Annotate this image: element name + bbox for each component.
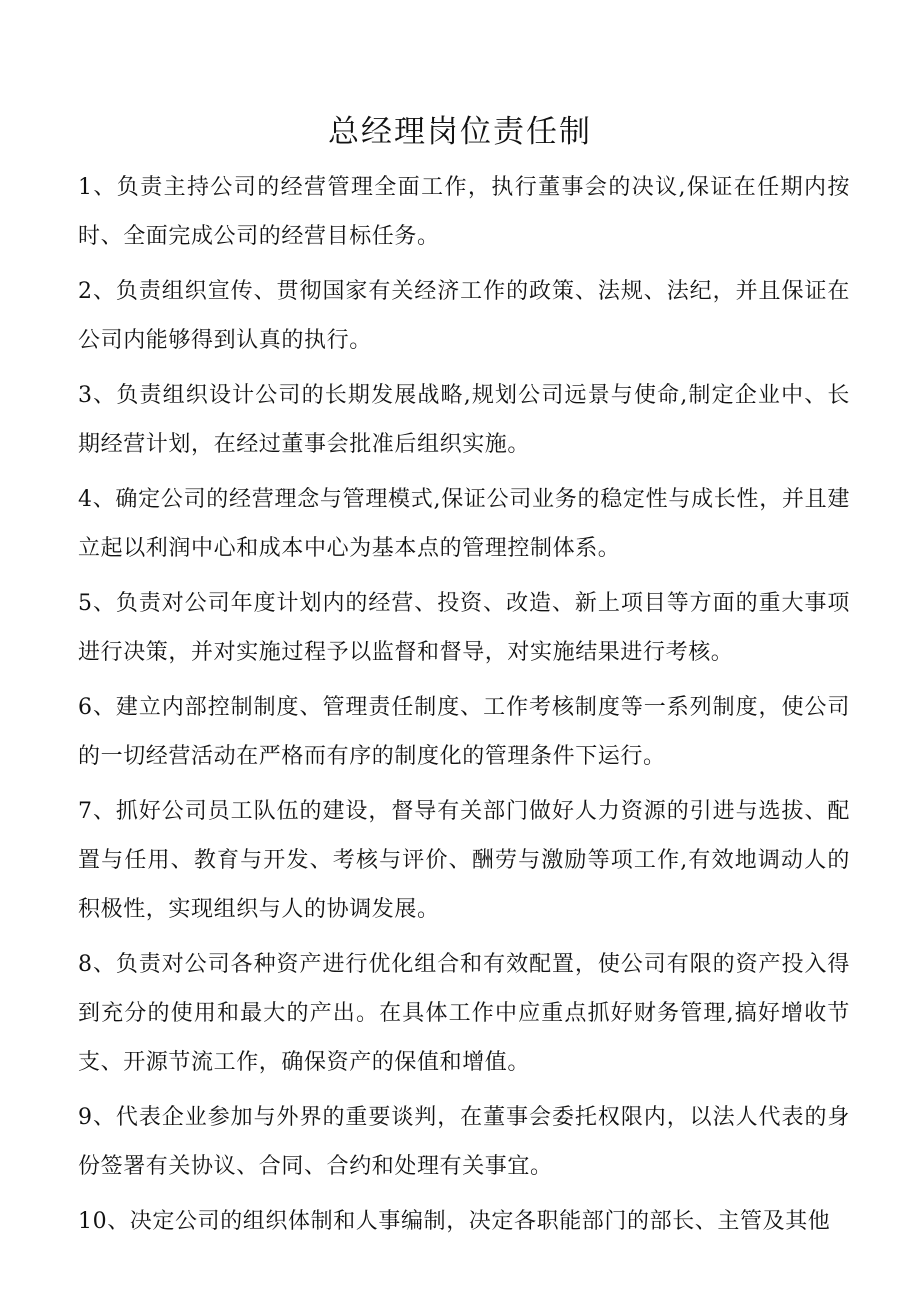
- duty-item-8: 8、负责对公司各种资产进行优化组合和有效配置，使公司有限的资产投入得到充分的使用和最大的产出。在具体工作中应重点抓好财务管理,搞好增收节支、开源节流工作，确保资产的保值和增值。: [78, 952, 850, 1075]
- duty-item-7: 7、抓好公司员工队伍的建设，督导有关部门做好人力资源的引进与选拔、配置与任用、教育与开发、考核与评价、酬劳与激励等项工作,有效地调动人的积极性，实现组织与人的协调发展。: [78, 799, 850, 922]
- duty-item-9: 9、代表企业参加与外界的重要谈判，在董事会委托权限内，以法人代表的身份签署有关协议、合同、合约和处理有关事宜。: [78, 1105, 850, 1179]
- document-body: [78, 163, 850, 1252]
- duty-item-5: 5、负责对公司年度计划内的经营、投资、改造、新上项目等方面的重大事项进行决策，并对实施过程予以监督和督导，对实施结果进行考核。: [78, 591, 850, 665]
- duty-item-6: 6、建立内部控制制度、管理责任制度、工作考核制度等一系列制度，使公司的一切经营活动在严格而有序的制度化的管理条件下运行。: [78, 695, 850, 769]
- duty-item-2: 2、负责组织宣传、贯彻国家有关经济工作的政策、法规、法纪，并且保证在公司内能够得到认真的执行。: [78, 279, 850, 353]
- duty-item-1: 1、负责主持公司的经营管理全面工作，执行董事会的决议,保证在任期内按时、全面完成公司的经营目标任务。: [78, 175, 850, 249]
- duty-item-10: 10、决定公司的组织体制和人事编制，决定各职能部门的部长、主管及其他: [78, 1209, 831, 1234]
- duty-item-3: 3、负责组织设计公司的长期发展战略,规划公司远景与使命,制定企业中、长期经营计划，在经过董事会批准后组织实施。: [78, 383, 850, 457]
- duty-item-4: 4、确定公司的经营理念与管理模式,保证公司业务的稳定性与成长性，并且建立起以利润中心和成本中心为基本点的管理控制体系。: [78, 487, 850, 561]
- document-title: 总经理岗位责任制: [328, 114, 592, 150]
